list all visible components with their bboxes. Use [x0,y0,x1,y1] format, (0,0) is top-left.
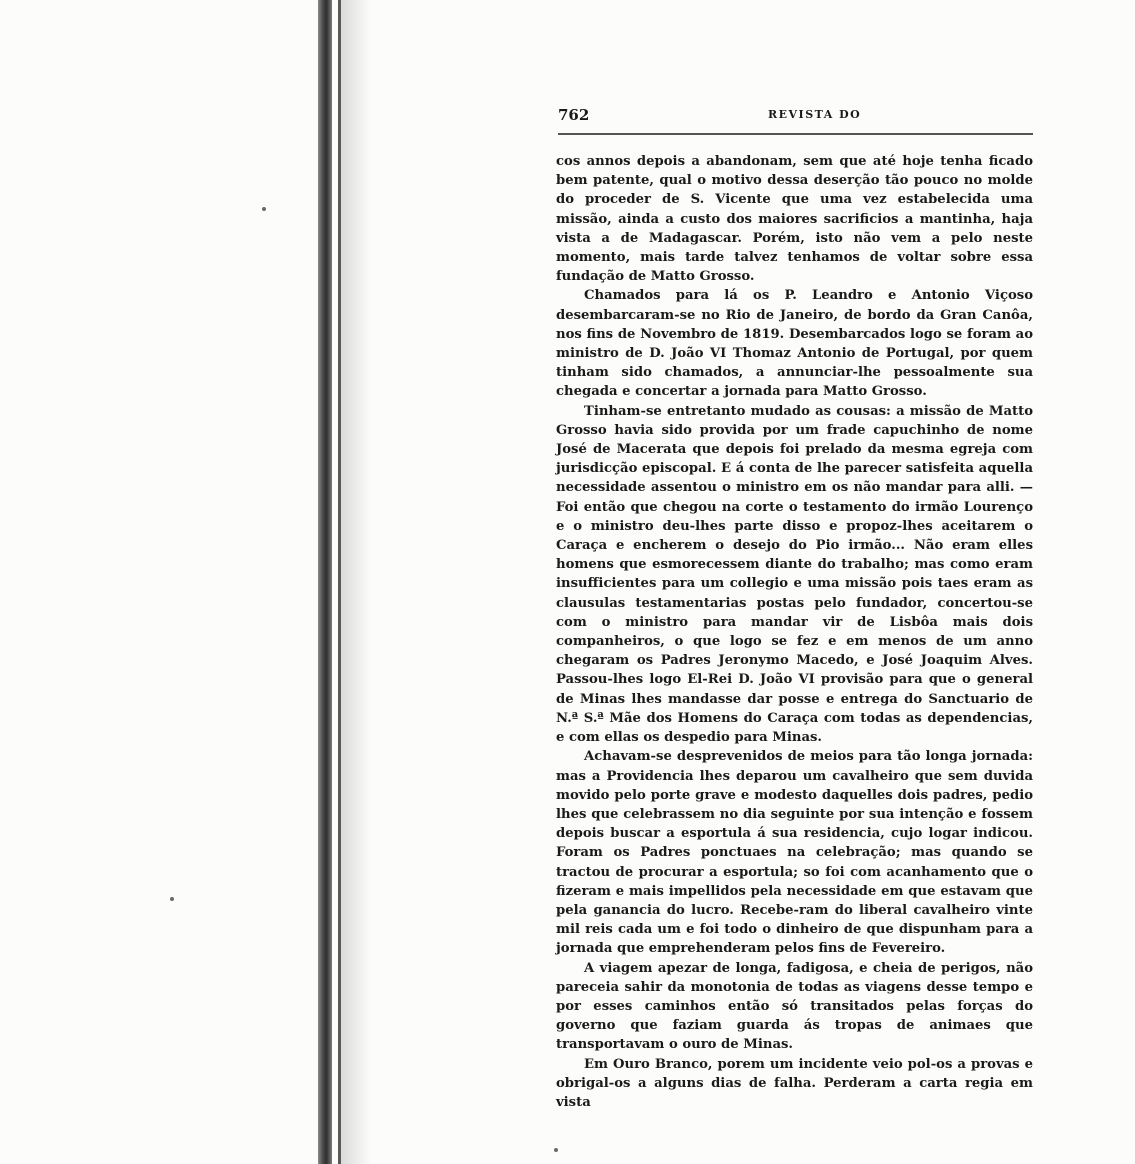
body-text [556,152,1033,1112]
paragraph: Em Ouro Branco, porem um incidente veio pol-os a provas e obrigal-os a alguns dias de falha. Perderam a carta regia em vista [556,1056,1033,1110]
book-gutter [318,0,332,1164]
paragraph: Tinham-se entretanto mudado as cousas: a missão de Matto Grosso havia sido provida por um frade capuchinho de nome José de Macerata que depois foi prelado da mesma egreja com jurisdicção episcopal. E á conta de lhe parecer satisfeita aquella necessidade assentou o ministro em os não mandar para alli. — Foi então que chegou na corte o testamento do irmão Lourenço e o ministro deu-lhes parte disso e propoz-lhes aceitarem o Caraça e encherem o desejo do Pio irmão... Não eram elles homens que esmorecessem diante do trabalho; mas como eram insufficientes para um collegio e uma missão pois taes eram as clausulas testamentarias postas pelo fundador, concertou-se com o ministro para mandar vir de Lisbôa mais dois companheiros, o que logo se fez e em menos de um anno chegaram os Padres Jeronymo Macedo, e José Joaquim Alves. Passou-lhes logo El-Rei D. João VI provisão para que o general de Minas lhes mandasse dar posse e entrega do Sanctuario de N.ª S.ª Mãe dos Homens do Caraça com todas as dependencias, e com ellas os despedio para Minas. [556,403,1033,746]
paragraph: Chamados para lá os P. Leandro e Antonio Viçoso desembarcaram-se no Rio de Janeiro, de bordo da Gran Canôa, nos fins de Novembro de 1819. Desembarcados logo se foram ao ministro de D. João VI Thomaz Antonio de Portugal, por quem tinham sido chamados, a annunciar-lhe pessoalmente sua chegada e concertar a jornada para Matto Grosso. [556,288,1033,400]
page-speck [170,897,174,901]
paragraph: A viagem apezar de longa, fadigosa, e cheia de perigos, não pareceia sahir da monotonia de todas as viagens desse tempo e por esses caminhos então só transitados pelas forças do governo que faziam guarda ás tropas de animaes que transportavam o ouro de Minas. [556,960,1033,1053]
page-number: 762 [558,106,590,124]
gutter-shadow [341,0,371,1164]
page-speck [262,207,266,211]
paragraph: Achavam-se desprevenidos de meios para tão longa jornada: mas a Providencia lhes deparou um cavalheiro que sem duvida movido pelo porte grave e modesto daquelles dois padres, pedio lhes que celebrassem no dia seguinte por sua intenção e fossem depois buscar a esportula á sua residencia, cujo logar indicou. Foram os Padres ponctuaes na celebração; mas quando se tractou de procurar a esportula; so foi com acanhamento que o fizeram e mais impellidos pela necessidade em que estavam que pela ganancia do lucro. Recebe-ram do liberal cavalheiro vinte mil reis cada um e foi todo o dinheiro de que dispunham para a jornada que emprehenderam pelos fins de Fevereiro. [556,749,1033,957]
header-rule [558,133,1033,135]
running-head: REVISTA DO [768,108,862,121]
page-header [558,106,1033,130]
page-speck [554,1148,558,1152]
paragraph: cos annos depois a abandonam, sem que até hoje tenha ficado bem patente, qual o motivo dessa deserção tão pouco no molde do proceder de S. Vicente que uma vez estabelecida uma missão, ainda a custo dos maiores sacrificios a mantinha, haja vista a de Madagascar. Porém, isto não vem a pelo neste momento, mais tarde talvez tenhamos de voltar sobre essa fundação de Matto Grosso. [556,154,1033,285]
